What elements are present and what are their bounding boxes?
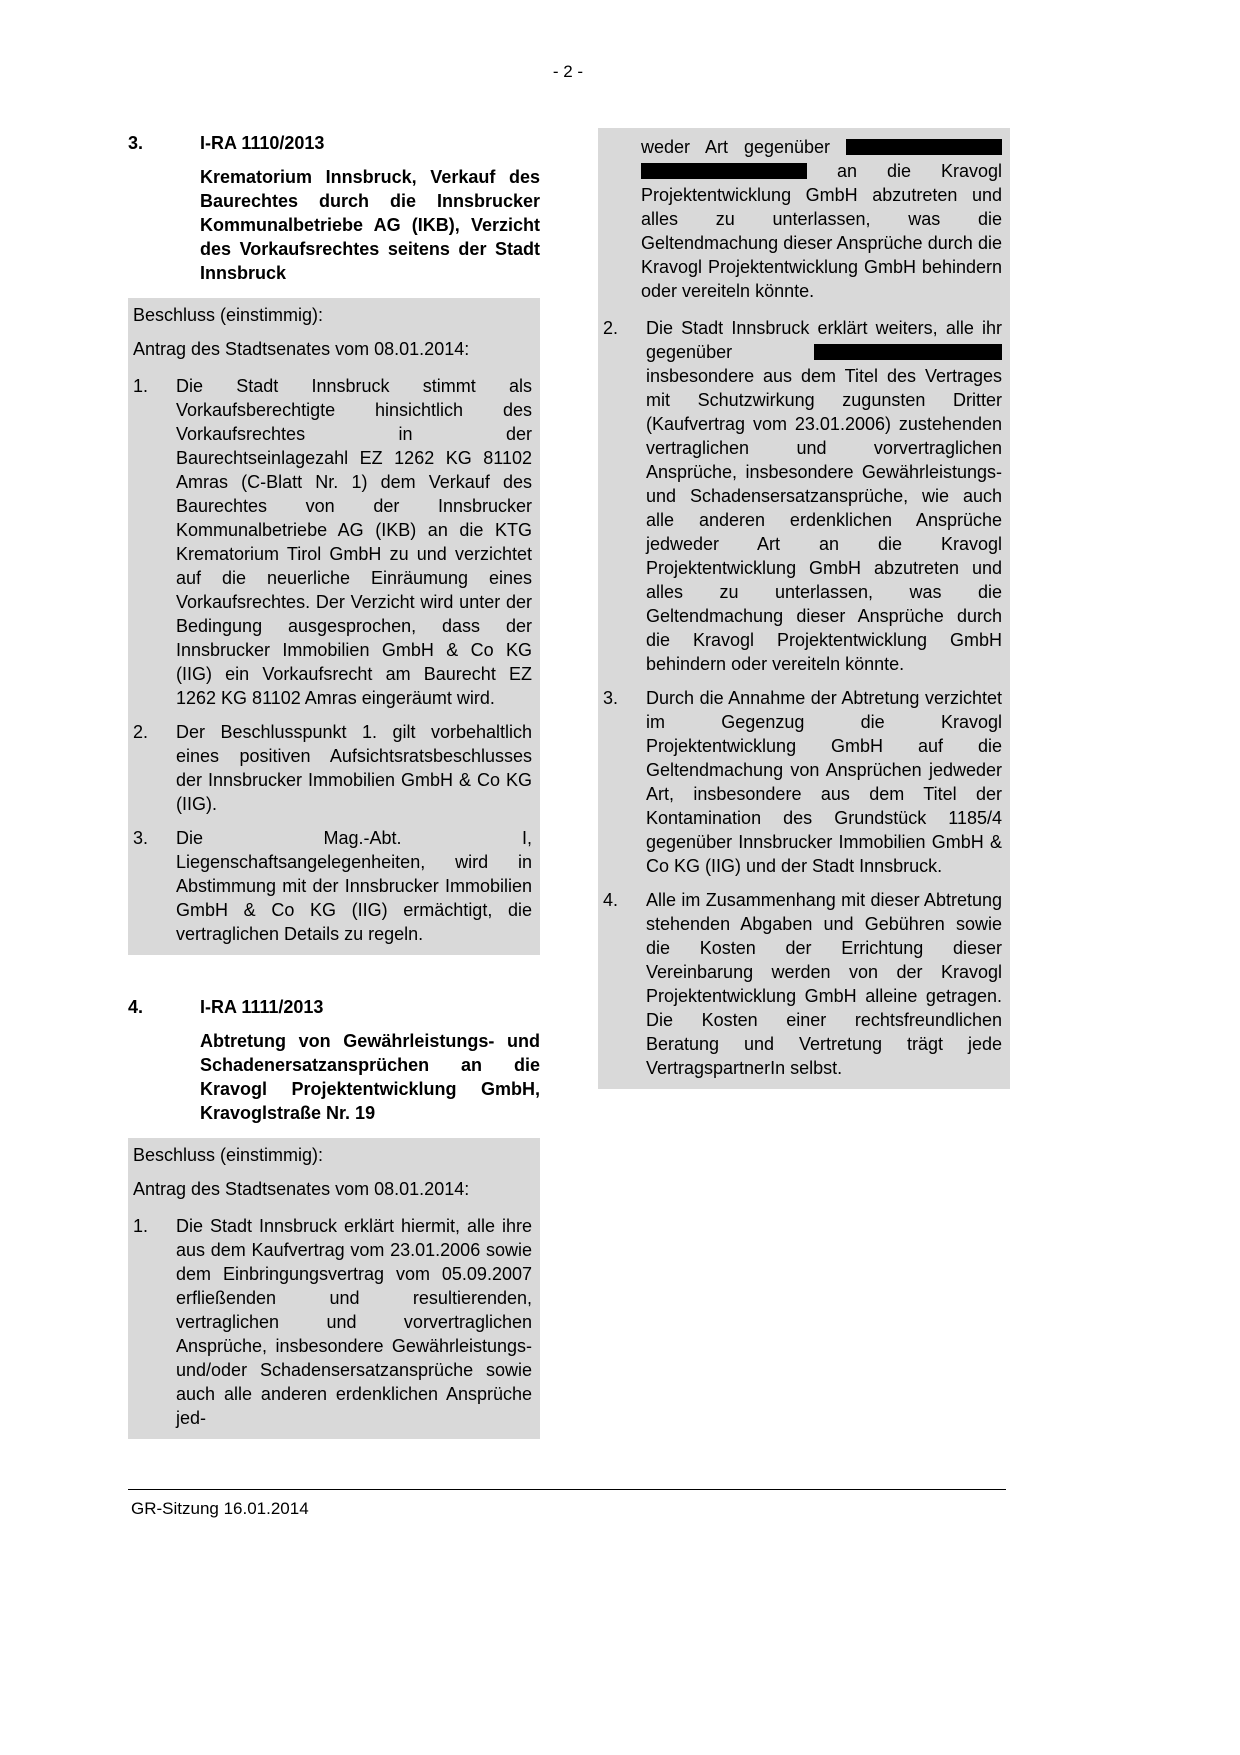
agenda-item-4-number: 4.: [128, 997, 144, 1017]
agenda-item-4-block: [128, 995, 540, 1439]
list-item: [133, 374, 532, 710]
list-item-text: Die Stadt Innsbruck erklärt hiermit, alle ihre aus dem Kaufvertrag vom 23.01.2006 sowie dem Einbringungsvertrag vom 05.09.2007 erfließenden und resultierenden, vertraglichen und vorvertraglichen Ansprüche, insbesondere Gewährleistungs- und/oder Schadensersatzansprüche sowie auch alle anderen erdenklichen Ansprüche jed-: [176, 1216, 532, 1428]
resolution-box-item-3: [128, 298, 540, 955]
list-item: [603, 316, 1002, 676]
agenda-item-3-title: Krematorium Innsbruck, Verkauf des Baurechtes durch die Innsbrucker Kommunalbetriebe AG (IKB), Verzicht des Vorkaufsrechtes seitens der Stadt Innsbruck: [200, 167, 540, 283]
continuation-text-post: an die Kravogl Projektentwicklung GmbH abzutreten und alles zu unterlassen, was die Geltendmachung dieser Ansprüche durch die Kravogl Projektentwicklung GmbH behindern oder vereiteln könnte.: [641, 161, 1002, 301]
list-item-text: [646, 316, 1002, 676]
list-item-text: Die Stadt Innsbruck stimmt als Vorkaufsberechtigte hinsichtlich des Vorkaufsrechtes in der Baurechtseinlagezahl EZ 1262 KG 81102 Amras (C-Blatt Nr. 1) dem Verkauf des Baurechtes von der Innsbrucker Kommunalbetriebe AG (IKB) an die KTG Krematorium Tirol GmbH zu und verzichtet auf die neuerliche Einräumung eines Vorkaufsrechtes. Der Verzicht wird unter der Bedingung ausgesprochen, dass der Innsbrucker Immobilien GmbH & Co KG (IIG) ein Vorkaufsrecht am Baurecht EZ 1262 KG 81102 Amras eingeräumt wird.: [176, 376, 532, 708]
list-item-number: 2.: [133, 722, 149, 742]
point-2-text-pre: Die Stadt Innsbruck erklärt weiters, alle ihr gegenüber: [646, 318, 1002, 362]
motion-line-item-4: Antrag des Stadtsenates vom 08.01.2014:: [133, 1179, 470, 1199]
continuation-text-pre: weder Art gegenüber: [641, 137, 831, 157]
list-item-number: 1.: [133, 1216, 149, 1236]
right-column: [598, 128, 1010, 1089]
list-item-text: Der Beschlusspunkt 1. gilt vorbehaltlich eines positiven Aufsichtsratsbeschlusses der Innsbrucker Immobilien GmbH & Co KG (IIG).: [176, 722, 532, 814]
agenda-item-3-heading: [128, 131, 540, 155]
left-column: [128, 131, 540, 1439]
point-1-continuation: [641, 135, 1002, 303]
footer-divider: [128, 1489, 1006, 1490]
list-item-number: 2.: [603, 318, 619, 338]
motion-line-item-3: Antrag des Stadtsenates vom 08.01.2014:: [133, 339, 470, 359]
resolution-label-item-3: Beschluss (einstimmig):: [133, 305, 324, 325]
list-item-number: 1.: [133, 376, 149, 396]
page-number: - 2 -: [552, 62, 584, 81]
resolution-label-item-4: Beschluss (einstimmig):: [133, 1145, 324, 1165]
resolution-box-item-4: [128, 1138, 540, 1439]
agenda-item-4-title: Abtretung von Gewährleistungs- und Schadenersatzansprüchen an die Kravogl Projektentwicklung GmbH, Kravoglstraße Nr. 19: [200, 1031, 540, 1123]
redaction-bar: [814, 344, 1002, 360]
list-item: [133, 1214, 532, 1430]
agenda-item-3-number: 3.: [128, 133, 144, 153]
agenda-item-4-heading: [128, 995, 540, 1019]
agenda-item-4-ref: I-RA 1111/2013: [200, 997, 324, 1017]
redaction-bar: [641, 163, 807, 179]
list-item-number: 3.: [603, 688, 619, 708]
list-item: [603, 888, 1002, 1080]
resolution-box-item-4-continued: [598, 128, 1010, 1089]
list-item: [603, 686, 1002, 878]
list-item-number: 4.: [603, 890, 619, 910]
list-item-text: Alle im Zusammenhang mit dieser Abtretung stehenden Abgaben und Gebühren sowie die Kosten der Errichtung dieser Vereinbarung werden von der Kravogl Projektentwicklung GmbH alleine getragen. Die Kosten einer rechtsfreundlichen Beratung und Vertretung trägt jede VertragspartnerIn selbst.: [646, 890, 1002, 1078]
list-item-text: Die Mag.-Abt. I, Liegenschaftsangelegenheiten, wird in Abstimmung mit der Innsbrucker Immobilien GmbH & Co KG (IIG) ermächtigt, die vertraglichen Details zu regeln.: [176, 828, 532, 944]
list-item-number: 3.: [133, 828, 149, 848]
point-2-text-post: insbesondere aus dem Titel des Vertrages mit Schutzwirkung zugunsten Dritter (Kaufvertrag vom 23.01.2006) zustehenden vertraglichen und vorvertraglichen Ansprüche, insbesondere Gewährleistungs- und Schadensersatzansprüche, wie auch alle anderen erdenklichen Ansprüche jedweder Art an die Kravogl Projektentwicklung GmbH abzutreten und alles zu unterlassen, was die Geltendmachung dieser Ansprüche durch die Kravogl Projektentwicklung GmbH behindern oder vereiteln könnte.: [646, 366, 1002, 674]
list-item: [133, 826, 532, 946]
redaction-bar: [846, 139, 1002, 155]
agenda-item-3-ref: I-RA 1110/2013: [200, 133, 325, 153]
list-item: [133, 720, 532, 816]
list-item-text: Durch die Annahme der Abtretung verzichtet im Gegenzug die Kravogl Projektentwicklung GmbH auf die Geltendmachung von Ansprüchen jedweder Art, insbesondere aus dem Titel der Kontamination des Grundstück 1185/4 gegenüber Innsbrucker Immobilien GmbH & Co KG (IIG) und der Stadt Innsbruck.: [646, 688, 1002, 876]
footer: GR-Sitzung 16.01.2014: [131, 1499, 309, 1518]
